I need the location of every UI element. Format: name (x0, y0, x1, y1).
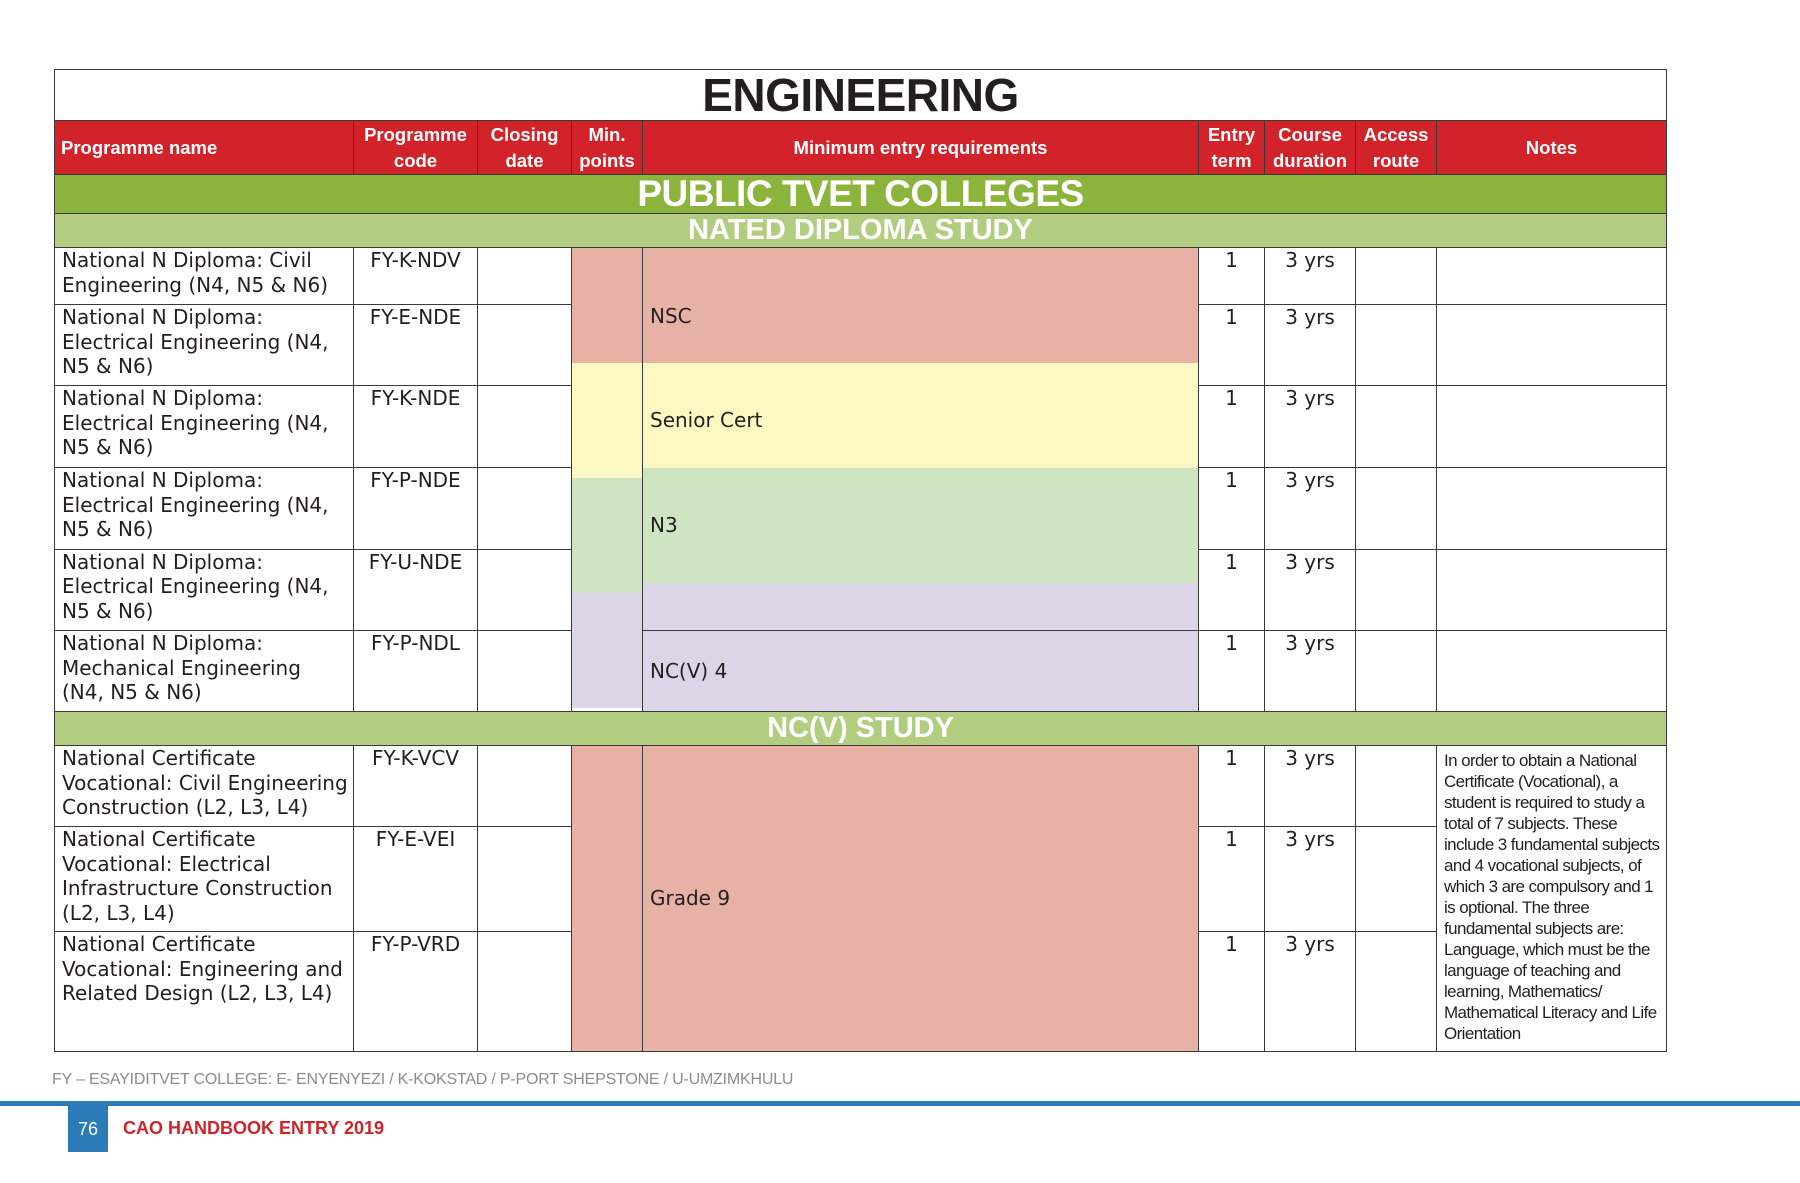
subsection-ncv: NC(V) STUDY (55, 712, 1667, 746)
programme-name: National N Diploma: Electrical Engineering (N4, N5 & N6) (55, 549, 354, 631)
footer-divider (0, 1101, 1800, 1106)
programme-code: FY-P-NDE (354, 468, 478, 550)
table-row (55, 631, 1667, 712)
entry-term: 1 (1199, 386, 1265, 468)
table-row (55, 248, 1667, 305)
header-course-duration: Course duration (1265, 121, 1356, 175)
access-route (1356, 631, 1437, 712)
notes-cell (1437, 468, 1667, 550)
requirement-n3 (643, 468, 1199, 631)
senior-cert-label: Senior Cert (643, 363, 1198, 478)
notes-cell (1437, 631, 1667, 712)
entry-term: 1 (1199, 468, 1265, 550)
footnote: FY – ESAYIDITVET COLLEGE: E- ENYENYEZI / K-KOKSTAD / P-PORT SHEPSTONE / U-UMZIMKHULU (52, 1071, 794, 1088)
requirement-ncv4: NC(V) 4 (643, 631, 1199, 712)
entry-term: 1 (1199, 248, 1265, 305)
closing-date (478, 746, 572, 827)
table-row (55, 386, 1667, 468)
engineering-table (54, 69, 1667, 1052)
header-programme-name: Programme name (55, 121, 354, 175)
programme-code: FY-K-VCV (354, 746, 478, 827)
table-row (55, 746, 1667, 827)
course-duration: 3 yrs (1265, 386, 1356, 468)
page-number: 76 (68, 1106, 108, 1152)
access-route (1356, 932, 1437, 1052)
closing-date (478, 631, 572, 712)
notes-cell (1437, 305, 1667, 386)
min-points-cell (572, 746, 643, 1052)
header-entry-term: Entry term (1199, 121, 1265, 175)
programme-code: FY-U-NDE (354, 549, 478, 631)
table-row (55, 468, 1667, 550)
entry-term: 1 (1199, 827, 1265, 932)
ncv-notes: In order to obtain a National Certificate (Vocational), a student is required to study a total of 7 subjects. These include 3 fundamental subjects and 4 vocational subjects, of which 3 are compulsory and 1 is optional. The three fundamental subjects are: Language, which must be the language of teaching and learning, Mathematics/ Mathematical Literacy and Life Orientation (1437, 746, 1667, 1052)
header-min-points: Min. points (572, 121, 643, 175)
course-duration: 3 yrs (1265, 746, 1356, 827)
closing-date (478, 827, 572, 932)
access-route (1356, 746, 1437, 827)
min-points-cell (572, 248, 643, 712)
closing-date (478, 386, 572, 468)
access-route (1356, 386, 1437, 468)
programme-code: FY-P-NDL (354, 631, 478, 712)
access-route (1356, 468, 1437, 550)
notes-cell (1437, 549, 1667, 631)
programme-name: National N Diploma: Electrical Engineering (N4, N5 & N6) (55, 386, 354, 468)
course-duration: 3 yrs (1265, 248, 1356, 305)
entry-term: 1 (1199, 305, 1265, 386)
header-notes: Notes (1437, 121, 1667, 175)
entry-term: 1 (1199, 549, 1265, 631)
programme-name: National Certificate Vocational: Civil Engineering Construction (L2, L3, L4) (55, 746, 354, 827)
entry-term: 1 (1199, 932, 1265, 1052)
header-min-entry: Minimum entry requirements (643, 121, 1199, 175)
entry-term: 1 (1199, 631, 1265, 712)
programme-code: FY-K-NDE (354, 386, 478, 468)
programme-code: FY-K-NDV (354, 248, 478, 305)
n3-label: N3 (643, 468, 1198, 583)
requirement-nsc: NSC (643, 248, 1199, 386)
programme-name: National N Diploma: Electrical Engineering (N4, N5 & N6) (55, 468, 354, 550)
header-programme-code: Programme code (354, 121, 478, 175)
programme-name: National N Diploma: Electrical Engineering (N4, N5 & N6) (55, 305, 354, 386)
access-route (1356, 549, 1437, 631)
course-duration: 3 yrs (1265, 549, 1356, 631)
header-access-route: Access route (1356, 121, 1437, 175)
course-duration: 3 yrs (1265, 631, 1356, 712)
course-duration: 3 yrs (1265, 827, 1356, 932)
access-route (1356, 827, 1437, 932)
programme-code: FY-E-NDE (354, 305, 478, 386)
course-duration: 3 yrs (1265, 468, 1356, 550)
table-header-row (55, 121, 1667, 175)
course-duration: 3 yrs (1265, 305, 1356, 386)
closing-date (478, 549, 572, 631)
programme-code: FY-P-VRD (354, 932, 478, 1052)
programme-code: FY-E-VEI (354, 827, 478, 932)
requirement-senior-cert (643, 386, 1199, 468)
entry-term: 1 (1199, 746, 1265, 827)
access-route (1356, 305, 1437, 386)
access-route (1356, 248, 1437, 305)
page-title: ENGINEERING (55, 70, 1667, 121)
closing-date (478, 248, 572, 305)
programme-name: National N Diploma: Mechanical Engineering (N4, N5 & N6) (55, 631, 354, 712)
header-closing-date: Closing date (478, 121, 572, 175)
closing-date (478, 305, 572, 386)
notes-cell (1437, 248, 1667, 305)
closing-date (478, 932, 572, 1052)
subsection-nated: NATED DIPLOMA STUDY (55, 214, 1667, 248)
section-public-tvet: PUBLIC TVET COLLEGES (55, 175, 1667, 214)
programme-name: National Certificate Vocational: Electrical Infrastructure Construction (L2, L3, L4) (55, 827, 354, 932)
closing-date (478, 468, 572, 550)
footer-title: CAO HANDBOOK ENTRY 2019 (123, 1118, 385, 1138)
notes-cell (1437, 386, 1667, 468)
programme-name: National Certificate Vocational: Engineering and Related Design (L2, L3, L4) (55, 932, 354, 1052)
course-duration: 3 yrs (1265, 932, 1356, 1052)
programme-name: National N Diploma: Civil Engineering (N4, N5 & N6) (55, 248, 354, 305)
requirement-grade9: Grade 9 (643, 746, 1199, 1052)
